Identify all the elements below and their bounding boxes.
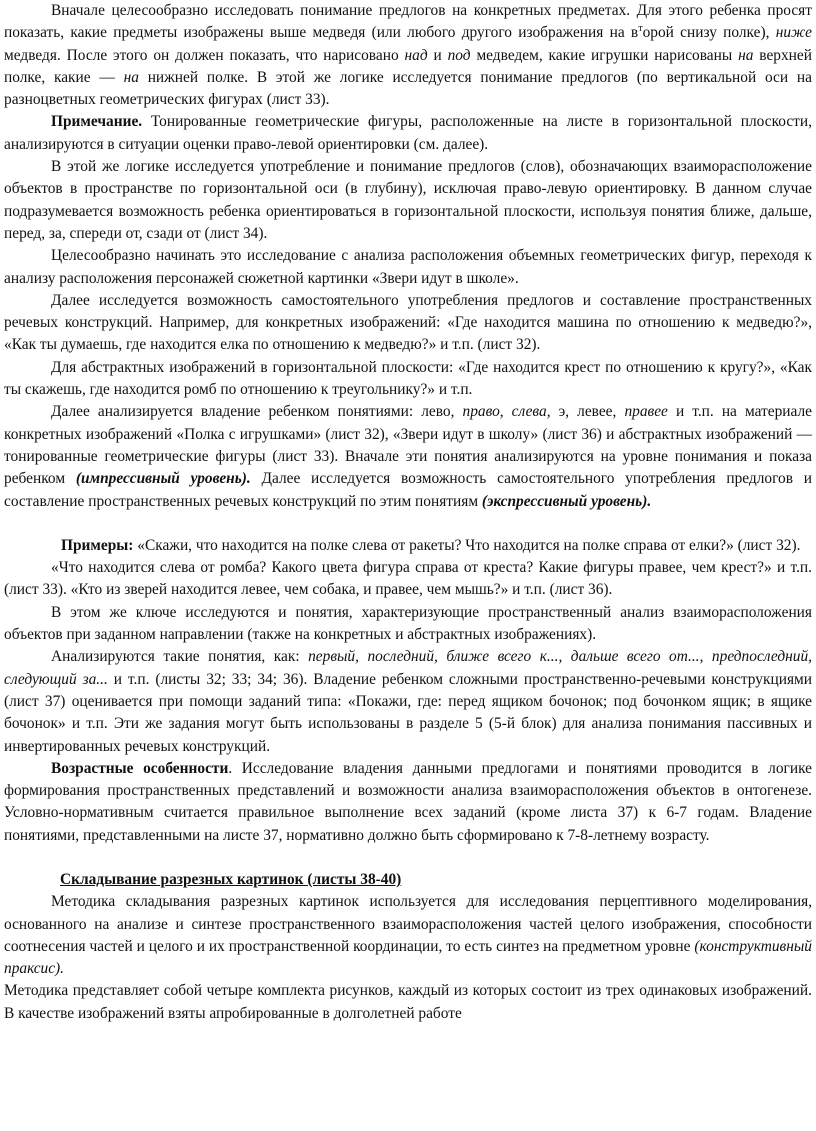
italic-term: под [447, 46, 471, 64]
section-heading: Складывание разрезных картинок (листы 38-40) [60, 870, 402, 888]
bold-italic-term: (экспрессивный уровень). [481, 492, 652, 510]
examples-label: Примеры: [61, 536, 134, 554]
text: и т.п. (листы 32; 33; 34; 36). Владение ребенком сложными пространственно-речевыми конструкциями (лист 37) оценивается при помощи заданий типа: «Покажи, где: перед ящиком бочонок; под бочонком ящик; в ящике бочонок» и т.п. Эти же задания могут быть использованы в разделе 5 (5-й блок) для анализа понимания пассивных и инвертированных речевых конструкций. [4, 670, 812, 755]
text: Методика складывания разрезных картинок используется для исследования перцептивного моделирования, основанного на анализе и синтезе пространственного взаиморасположения частей целого изображения, способности соотнесения частей и целого и их пространственной координации, то есть синтез на предметном уровне [4, 893, 812, 955]
paragraph-method-materials: Методика представляет собой четыре комплекта рисунков, каждый из которых состоит из трех одинаковых изображений. В качестве изображений взяты апробированные в долголетней работе [4, 982, 812, 1022]
text: медведя. После этого он должен показать, что нарисовано [4, 46, 405, 64]
italic-term: на [738, 46, 754, 64]
paragraph-independent-use: Далее исследуется возможность самостоятельного употребления предлогов и составление пространственных речевых конструкций. Например, для конкретных изображений: «Где находится машина по отношению к медведю?», «Как ты думаешь, где находится елка по отношению к медведю?» и т.п. (лист 32). [4, 291, 812, 354]
paragraph-abstract-images: Для абстрактных изображений в горизонтальной плоскости: «Где находится крест по отношению к кругу?», «Как ты скажешь, где находится ромб по отношению к треугольнику?» и т.п. [4, 358, 812, 399]
paragraph-concepts-analysis [4, 646, 812, 757]
text: медведем, какие игрушки нарисованы [470, 46, 739, 64]
text: и [427, 46, 448, 64]
bold-italic-term: (импрессивный уровень). [75, 470, 251, 488]
text: верхней полке, какие — [4, 46, 812, 86]
italic-term: (конструктивный праксис). [4, 937, 812, 978]
italic-term: над [404, 46, 428, 64]
paragraph-examples [4, 535, 812, 557]
text: Вначале целесообразно исследовать понимание предлогов на конкретных предметах. Для этого ребенка просят показать, какие предметы изображены выше медведя (или любого другого изображения на в [4, 2, 812, 42]
text: нижней полке. В этой же логике исследуется понимание предлогов (по вертикальной оси на разноцветных геометрических фигурах (лист 33). [4, 68, 812, 109]
italic-term: правее [624, 403, 668, 421]
paragraph-gap [4, 513, 812, 535]
superscript: т [638, 23, 643, 35]
italic-term: на [123, 68, 139, 86]
age-features-label: Возрастные особенности [51, 759, 229, 777]
text: Анализируются такие понятия, как: [51, 648, 309, 666]
note-label: Примечание. [51, 113, 143, 131]
italic-term: право, слева, [462, 403, 551, 421]
text: Далее исследуется возможность самостоятельного употребления предлогов и составление пространственных речевых конструкций по этим понятиям [4, 470, 812, 510]
paragraph-horizontal-axis: В этой же логике исследуется употребление и понимание предлогов (слов), обозначающих взаиморасположение объектов в пространстве по горизонтальной оси (в глубину), исключая право-левую ориентировку. В данном случае подразумевается возможность ребенка ориентироваться в горизонтальной плоскости, используя понятия ближе, дальше, перед, за, спереди от, сзади от (лист 34). [4, 158, 812, 242]
text: орой снизу полке), [642, 24, 776, 42]
text: . Исследование владения данными предлогами и понятиями проводится в логике формирования пространственных представлений и возможности анализа взаиморасположения объектов в онтогенезе. Условно-нормативным считается правильное выполнение всех заданий (кроме листа 37) к 6-7 годам. Владение понятиями, представленными на листе 37, нормативно должно быть сформировано к 7-8-летнему возрасту. [4, 759, 812, 844]
text: и т.п. на материале конкретных изображений «Полка с игрушками» (лист 32), «Звери идут в школу» (лист 36) и абстрактных изображений — тонированные геометрические фигуры (лист 33). Вначале эти понятия анализируются на уровне понимания и показа ребенком [4, 403, 812, 488]
italic-term: первый, последний, ближе всего к..., дальше всего от..., предпоследний, следующий за... [4, 648, 812, 688]
paragraph-start-study: Целесообразно начинать это исследование с анализа расположения объемных геометрических фигур, переходя к анализу расположения персонажей сюжетной картинки «Звери идут в школе». [4, 247, 812, 287]
text: Далее анализируется владение ребенком понятиями: лево, [51, 403, 463, 421]
text: э, левее, [550, 403, 625, 421]
paragraph-method-description [4, 891, 812, 980]
paragraph-prepositions-intro [4, 0, 812, 111]
text: Тонированные геометрические фигуры, расположенные на листе в горизонтальной плоскости, анализируются в ситуации оценки право-левой ориентировки (см. далее). [4, 113, 812, 153]
paragraph-note [4, 111, 812, 156]
paragraph-age-features [4, 758, 812, 847]
paragraph-examples-continued: «Что находится слева от ромба? Какого цвета фигура справа от креста? Какие фигуры правее, чем крест?» и т.п. (лист 33). «Кто из зверей находится левее, чем собака, и правее, чем мышь?» и т.п. (лист 36). [4, 559, 812, 599]
paragraph-left-right [4, 401, 812, 512]
text: «Скажи, что находится на полке слева от ракеты? Что находится на полке справа от елки?» (лист 32). [133, 536, 801, 554]
italic-term: ниже [775, 24, 812, 42]
paragraph-gap [4, 847, 812, 869]
paragraph-direction-concepts: В этом же ключе исследуются и понятия, характеризующие пространственный анализ взаиморасположения объектов при заданном направлении (также на конкретных и абстрактных изображениях). [4, 603, 812, 644]
